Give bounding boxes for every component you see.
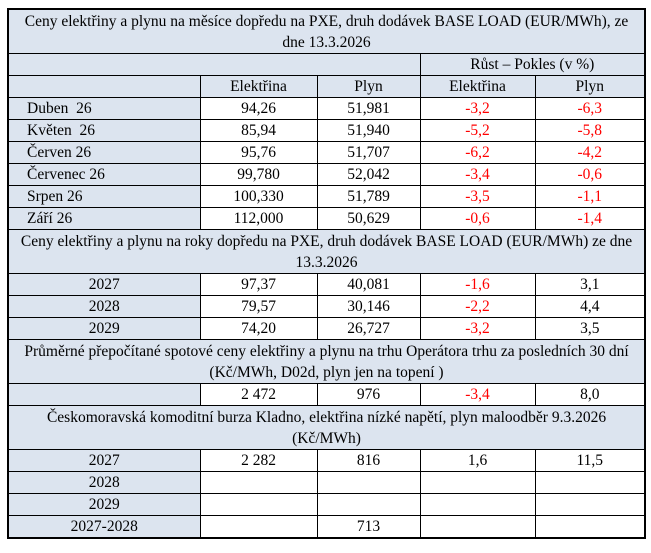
table-row xyxy=(8,208,645,230)
table-row xyxy=(8,164,645,186)
gas-value-cell: 713 xyxy=(317,516,420,539)
gas-change-cell xyxy=(535,494,645,516)
gas-change-cell: 3,1 xyxy=(535,274,645,296)
electricity-value-cell: 99,780 xyxy=(200,164,317,186)
gas-value-cell: 40,081 xyxy=(317,274,420,296)
table-row xyxy=(8,450,645,472)
electricity-change-cell xyxy=(420,516,535,539)
electricity-change-cell: -2,2 xyxy=(420,296,535,318)
row-label-cell xyxy=(8,384,200,406)
row-label-cell: Květen 26 xyxy=(8,120,200,142)
electricity-value-cell: 2 472 xyxy=(200,384,317,406)
gas-value-cell: 51,789 xyxy=(317,186,420,208)
electricity-change-cell xyxy=(420,494,535,516)
gas-value-cell: 50,629 xyxy=(317,208,420,230)
row-label-cell: 2028 xyxy=(8,472,200,494)
electricity-change-cell: -0,6 xyxy=(420,208,535,230)
row-label-cell: Srpen 26 xyxy=(8,186,200,208)
electricity-value-cell: 85,94 xyxy=(200,120,317,142)
years-section-title: Ceny elektřiny a plynu na roky dopředu na PXE, druh dodávek BASE LOAD (EUR/MWh) ze dne 13.3.2026 xyxy=(8,230,645,274)
table-row xyxy=(8,274,645,296)
spot-section-title: Průměrné přepočítané spotové ceny elektřiny a plynu na trhu Operátora trhu za posledních 30 dní (Kč/MWh, D02d, plyn jen na topení ) xyxy=(8,340,645,384)
electricity-change-cell: -3,4 xyxy=(420,164,535,186)
kladno-title-row xyxy=(8,406,645,450)
gas-value-cell: 51,707 xyxy=(317,142,420,164)
gas-value-cell: 976 xyxy=(317,384,420,406)
row-label-cell: Červenec 26 xyxy=(8,164,200,186)
gas-change-cell: -0,6 xyxy=(535,164,645,186)
electricity-value-cell xyxy=(200,516,317,539)
gas-change-cell: 4,4 xyxy=(535,296,645,318)
electricity-value-cell: 112,000 xyxy=(200,208,317,230)
gas-change-cell: -4,2 xyxy=(535,142,645,164)
row-label-cell: Září 26 xyxy=(8,208,200,230)
gas-change-cell: -6,3 xyxy=(535,98,645,120)
electricity-value-cell: 74,20 xyxy=(200,318,317,340)
gas-change-cell: 11,5 xyxy=(535,450,645,472)
table-row xyxy=(8,120,645,142)
col-header-electricity: Elektřina xyxy=(200,76,317,98)
corner-cell xyxy=(8,76,200,98)
gas-value-cell: 51,940 xyxy=(317,120,420,142)
electricity-change-cell: -3,2 xyxy=(420,318,535,340)
row-label-cell: 2028 xyxy=(8,296,200,318)
gas-value-cell: 52,042 xyxy=(317,164,420,186)
gas-change-cell: -1,4 xyxy=(535,208,645,230)
gas-change-cell xyxy=(535,516,645,539)
electricity-change-cell: -6,2 xyxy=(420,142,535,164)
gas-change-cell: -1,1 xyxy=(535,186,645,208)
gas-value-cell xyxy=(317,494,420,516)
electricity-change-cell: -1,6 xyxy=(420,274,535,296)
gas-change-cell xyxy=(535,472,645,494)
row-label-cell: Červen 26 xyxy=(8,142,200,164)
row-label-cell: 2027-2028 xyxy=(8,516,200,539)
spot-title-row xyxy=(8,340,645,384)
row-label-cell: 2027 xyxy=(8,450,200,472)
row-label-cell: 2029 xyxy=(8,494,200,516)
electricity-change-cell: -5,2 xyxy=(420,120,535,142)
electricity-change-cell: -3,2 xyxy=(420,98,535,120)
growth-header-row xyxy=(8,54,645,76)
kladno-section-title: Českomoravská komoditní burza Kladno, elektřina nízké napětí, plyn maloodběr 9.3.2026 (Kč/MWh) xyxy=(8,406,645,450)
table-row xyxy=(8,384,645,406)
growth-pokles-header: Růst – Pokles (v %) xyxy=(420,54,645,76)
table-row xyxy=(8,296,645,318)
table-row xyxy=(8,142,645,164)
electricity-change-cell: 1,6 xyxy=(420,450,535,472)
years-title-row xyxy=(8,230,645,274)
row-label-cell: 2027 xyxy=(8,274,200,296)
col-header-gas-change: Plyn xyxy=(535,76,645,98)
electricity-value-cell: 2 282 xyxy=(200,450,317,472)
electricity-value-cell xyxy=(200,494,317,516)
gas-value-cell: 26,727 xyxy=(317,318,420,340)
gas-value-cell: 51,981 xyxy=(317,98,420,120)
gas-change-cell: 3,5 xyxy=(535,318,645,340)
table-row xyxy=(8,516,645,539)
table-row xyxy=(8,98,645,120)
gas-change-cell: 8,0 xyxy=(535,384,645,406)
table-row xyxy=(8,494,645,516)
gas-value-cell: 30,146 xyxy=(317,296,420,318)
electricity-value-cell: 94,26 xyxy=(200,98,317,120)
electricity-value-cell: 79,57 xyxy=(200,296,317,318)
table-row xyxy=(8,318,645,340)
electricity-change-cell xyxy=(420,472,535,494)
electricity-value-cell: 97,37 xyxy=(200,274,317,296)
months-title-row xyxy=(8,9,645,54)
table-row xyxy=(8,186,645,208)
row-label-cell: Duben 26 xyxy=(8,98,200,120)
electricity-value-cell: 100,330 xyxy=(200,186,317,208)
months-section-title: Ceny elektřiny a plynu na měsíce dopředu na PXE, druh dodávek BASE LOAD (EUR/MWh), ze dne 13.3.2026 xyxy=(8,9,645,54)
electricity-value-cell xyxy=(200,472,317,494)
gas-value-cell xyxy=(317,472,420,494)
spacer-cell xyxy=(8,54,420,76)
electricity-value-cell: 95,76 xyxy=(200,142,317,164)
row-label-cell: 2029 xyxy=(8,318,200,340)
table-row xyxy=(8,472,645,494)
energy-price-table xyxy=(7,8,646,539)
gas-value-cell: 816 xyxy=(317,450,420,472)
electricity-change-cell: -3,4 xyxy=(420,384,535,406)
col-header-electricity-change: Elektřina xyxy=(420,76,535,98)
electricity-change-cell: -3,5 xyxy=(420,186,535,208)
column-header-row xyxy=(8,76,645,98)
col-header-gas: Plyn xyxy=(317,76,420,98)
gas-change-cell: -5,8 xyxy=(535,120,645,142)
